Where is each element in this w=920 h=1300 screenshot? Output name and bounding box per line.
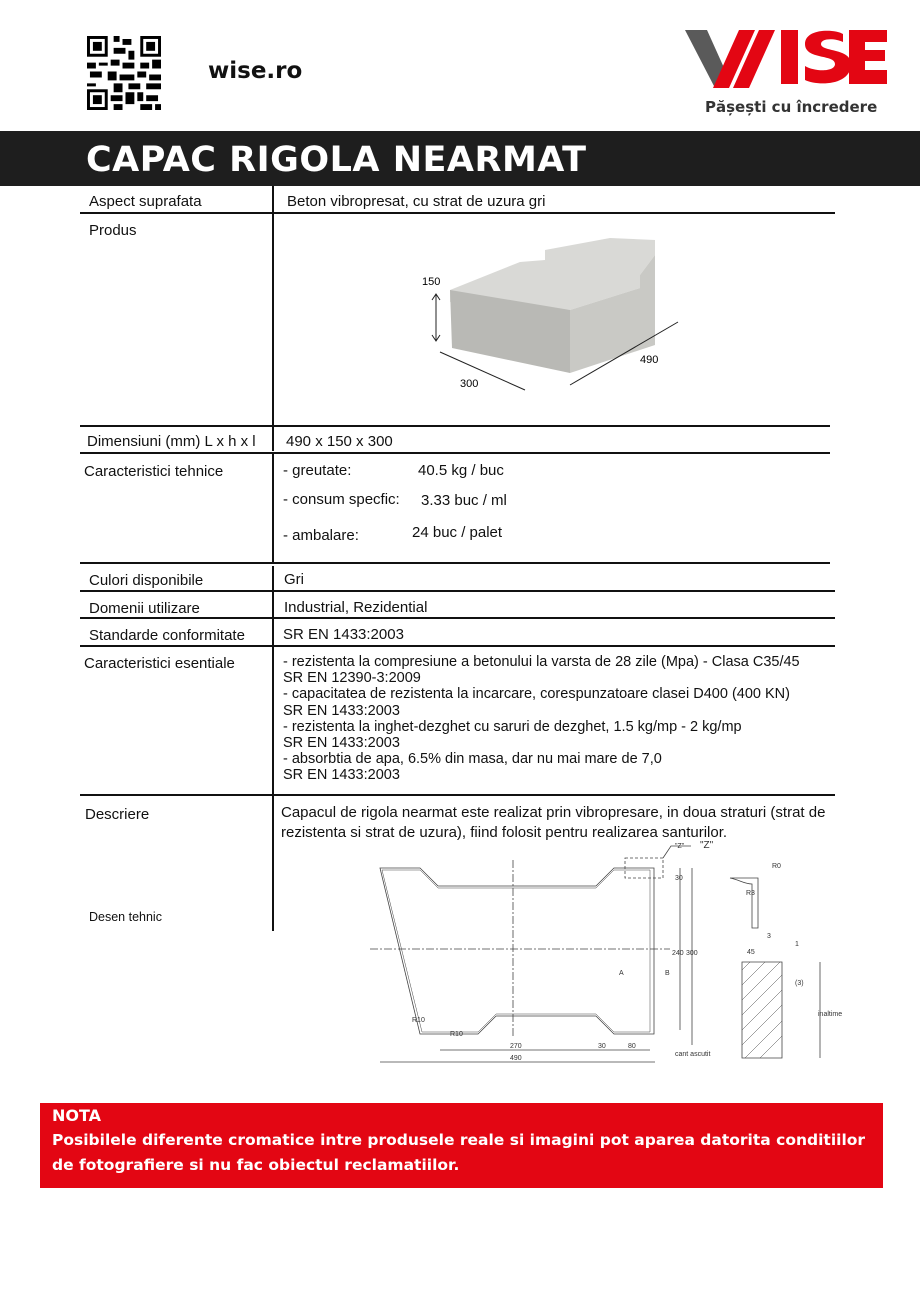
value-descriere: Capacul de rigola nearmat este realizat prin vibropresare, in doua straturi (strat de rezistenta si strat de uzura), fiind folosit pentru realizarea santurilor.	[281, 804, 826, 841]
label-aspect: Aspect suprafata	[89, 193, 202, 210]
row-divider	[80, 590, 835, 592]
website-link[interactable]: wise.ro	[208, 58, 303, 84]
label-descriere: Descriere	[85, 806, 150, 823]
row-divider	[80, 452, 830, 454]
wise-logo	[683, 26, 893, 90]
column-divider	[272, 646, 274, 931]
column-divider	[272, 452, 274, 562]
drawing-label: 240	[672, 950, 684, 957]
tech-name: - ambalare:	[283, 527, 359, 544]
note-text: Posibilele diferente cromatice intre produsele reale si imagini pot aparea datorita conditiilor de fotografiere si nu fac obiectul reclamatiilor.	[52, 1131, 866, 1174]
drawing-label: 30	[598, 1043, 606, 1050]
drawing-label: (3)	[795, 980, 804, 987]
drawing-label: inaltime	[818, 1011, 843, 1018]
drawing-label: 490	[510, 1055, 522, 1062]
drawing-label: 30	[675, 875, 683, 882]
label-tehnice: Caracteristici tehnice	[84, 463, 224, 480]
drawing-label: A	[619, 970, 624, 977]
note-heading: NOTA	[52, 1106, 102, 1125]
dimension-height: 150	[422, 276, 441, 288]
drawing-label: 270	[510, 1043, 522, 1050]
label-produs: Produs	[89, 222, 137, 239]
label-domenii: Domenii utilizare	[89, 600, 200, 617]
tech-name: - consum specfic:	[283, 491, 400, 508]
drawing-label: B	[665, 970, 670, 977]
drawing-label: R10	[450, 1031, 463, 1038]
esentiale-line: - rezistenta la compresiune a betonului la varsta de 28 zile (Mpa) - Clasa C35/45	[283, 654, 800, 670]
brand-tagline: Pășești cu încredere	[705, 98, 878, 116]
page-title: CAPAC RIGOLA NEARMAT	[86, 140, 587, 180]
label-esentiale: Caracteristici esentiale	[84, 655, 235, 672]
label-standarde: Standarde conformitate	[89, 627, 245, 644]
esentiale-list	[283, 654, 800, 784]
tech-value: 24 buc / palet	[412, 524, 503, 541]
row-divider	[80, 645, 835, 647]
value-culori: Gri	[284, 571, 304, 588]
row-divider	[80, 562, 830, 564]
tech-name: - greutate:	[283, 462, 352, 479]
column-divider	[272, 566, 274, 646]
dimension-length: 490	[640, 354, 659, 366]
drawing-label: 300	[686, 950, 698, 957]
drawing-label: 3	[767, 933, 771, 940]
drawing-label: 80	[628, 1043, 636, 1050]
esentiale-line: SR EN 1433:2003	[283, 767, 400, 784]
drawing-label: cant ascutit	[675, 1051, 711, 1058]
esentiale-line: - rezistenta la inghet-dezghet cu saruri de dezghet, 1.5 kg/mp - 2 kg/mp	[283, 718, 742, 735]
drawing-label: "Z"	[700, 840, 714, 851]
label-dimensiuni: Dimensiuni (mm) L x h x l	[87, 433, 256, 450]
value-domenii: Industrial, Rezidential	[284, 599, 428, 616]
value-standarde: SR EN 1433:2003	[283, 626, 404, 643]
drawing-label: 45	[747, 949, 755, 956]
product-image	[420, 230, 690, 400]
note-banner	[40, 1103, 883, 1188]
dimension-width: 300	[460, 378, 479, 390]
column-divider	[272, 186, 274, 451]
esentiale-line: SR EN 1433:2003	[283, 702, 400, 719]
esentiale-line: SR EN 12390-3:2009	[283, 670, 421, 687]
label-desen: Desen tehnic	[89, 910, 162, 924]
drawing-label: "Z"	[675, 843, 685, 850]
value-dimensiuni: 490 x 150 x 300	[286, 433, 393, 450]
esentiale-line: SR EN 1433:2003	[283, 735, 400, 752]
drawing-label: R3	[746, 890, 755, 897]
row-divider	[272, 212, 835, 214]
esentiale-line: - capacitatea de rezistenta la incarcare, corespunzatoare clasei D400 (400 KN)	[283, 686, 790, 703]
esentiale-line: - absorbtia de apa, 6.5% din masa, dar nu mai mare de 7,0	[283, 751, 662, 768]
qr-code-icon[interactable]	[87, 36, 161, 110]
tech-value: 3.33 buc / ml	[421, 492, 507, 509]
technical-drawing	[370, 840, 850, 1070]
value-aspect: Beton vibropresat, cu strat de uzura gri	[287, 193, 546, 210]
row-divider	[80, 212, 272, 214]
label-culori: Culori disponibile	[89, 572, 204, 589]
drawing-label: 1	[795, 941, 799, 948]
drawing-label: R0	[772, 863, 781, 870]
row-divider	[80, 794, 835, 796]
row-divider	[80, 425, 830, 427]
drawing-label: R10	[412, 1017, 425, 1024]
row-divider	[80, 617, 835, 619]
tech-value: 40.5 kg / buc	[418, 462, 504, 479]
